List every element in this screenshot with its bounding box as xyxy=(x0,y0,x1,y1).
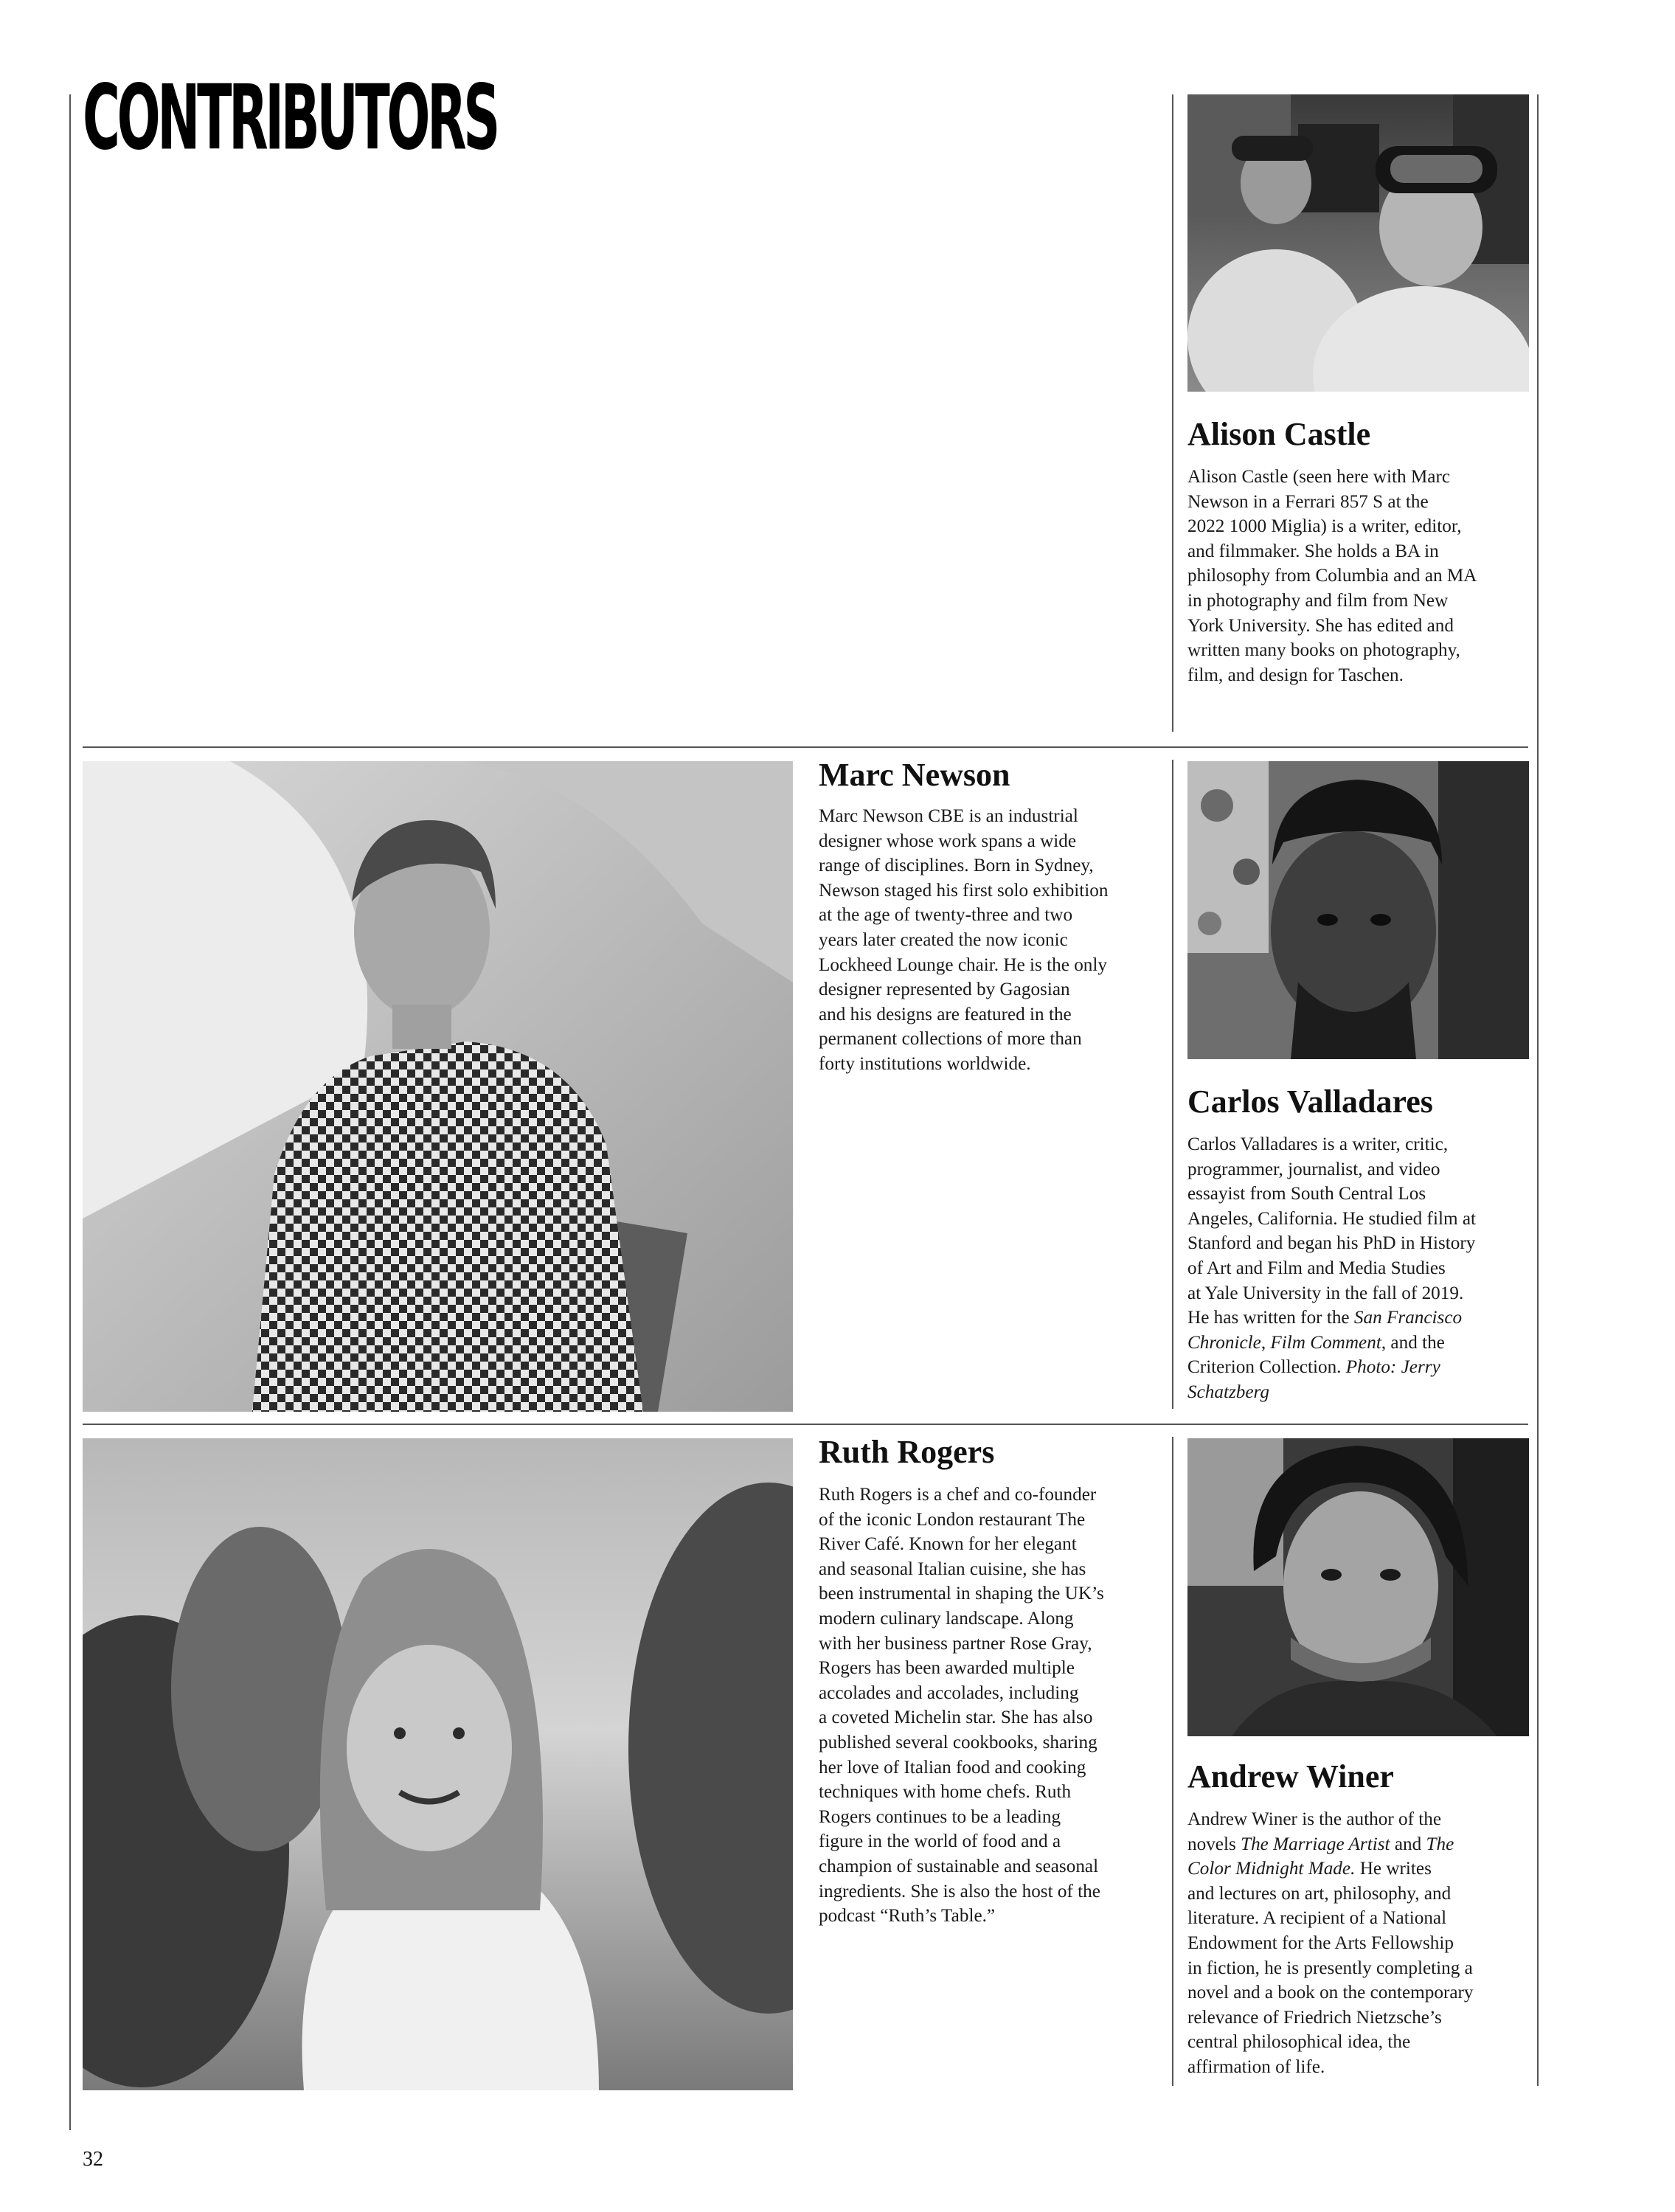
page-number: 32 xyxy=(83,2148,103,2171)
row-divider-1 xyxy=(83,746,1528,748)
contributor-name-alison-castle: Alison Castle xyxy=(1187,416,1371,452)
contributor-bio-ruth-rogers: Ruth Rogers is a chef and co-founder of the iconic London restaurant The River Café. Known for her elegant and seasonal Italian cuisine, she has been instrumental in shaping the UK’s modern culinary landscape. Along with her business partner Rose Gray, Rogers has been awarded multiple accolades and accolades, including a coveted Michelin star. She has also published several cookbooks, sharing her love of Italian food and cooking techniques with home chefs. Ruth Rogers continues to be a leading figure in the world of food and a champion of sustainable and seasonal ingredients. She is also the host of the podcast “Ruth’s Table.” xyxy=(819,1485,1104,1927)
contributor-name-marc-newson: Marc Newson xyxy=(819,757,1010,793)
contributor-name-carlos-valladares: Carlos Valladares xyxy=(1187,1084,1433,1120)
page-title: CONTRIBUTORS xyxy=(83,66,497,170)
right-column-rule-2 xyxy=(1172,760,1173,1409)
marc-newson-photo xyxy=(83,761,793,1412)
contributor-bio-marc-newson: Marc Newson CBE is an industrial designer whose work spans a wide range of disciplines. Born in Sydney, Newson staged his first solo exhibition at the age of twenty-three and two years later created the now iconic Lockheed Lounge chair. He is the only designer represented by Gagosian and his designs are featured in the permanent collections of more than forty institutions worldwide. xyxy=(819,806,1109,1074)
right-column-rule-1 xyxy=(1172,94,1173,732)
carlos-valladares-photo xyxy=(1187,761,1529,1059)
contributor-name-andrew-winer: Andrew Winer xyxy=(1187,1758,1394,1795)
contributor-bio-carlos-valladares: Carlos Valladares is a writer, critic, programmer, journalist, and video essayist from South Central Los Angeles, California. He studied film at Stanford and began his PhD in History of Art and Film and Media Studies at Yale University in the fall of 2019. He has written for the San Francisco Chronicle, Film Comment, and the Criterion Collection. Photo: Jerry Schatzberg xyxy=(1187,1134,1477,1402)
contributor-name-ruth-rogers: Ruth Rogers xyxy=(819,1434,995,1470)
alison-castle-photo xyxy=(1187,94,1529,392)
right-edge-rule xyxy=(1537,94,1539,2086)
right-column-rule-3 xyxy=(1172,1437,1173,2086)
ruth-rogers-photo xyxy=(83,1438,793,2090)
contributor-bio-andrew-winer: Andrew Winer is the author of the novels The Marriage Artist and The Color Midnight Made. He writes and lectures on art, philosophy, and literature. A recipient of a National Endowment for the Arts Fellowship in fiction, he is presently completing a novel and a book on the contemporary relevance of Friedrich Nietzsche’s central philosophical idea, the affirmation of life. xyxy=(1187,1809,1474,2077)
andrew-winer-photo xyxy=(1187,1438,1529,1736)
contributor-bio-alison-castle: Alison Castle (seen here with Marc Newson in a Ferrari 857 S at the 2022 1000 Miglia) is a writer, editor, and filmmaker. She holds a BA in philosophy from Columbia and an MA in photography and film from New York University. She has edited and written many books on photography, film, and design for Taschen. xyxy=(1187,467,1477,685)
left-margin-rule xyxy=(69,94,71,2130)
row-divider-2 xyxy=(83,1424,1528,1425)
